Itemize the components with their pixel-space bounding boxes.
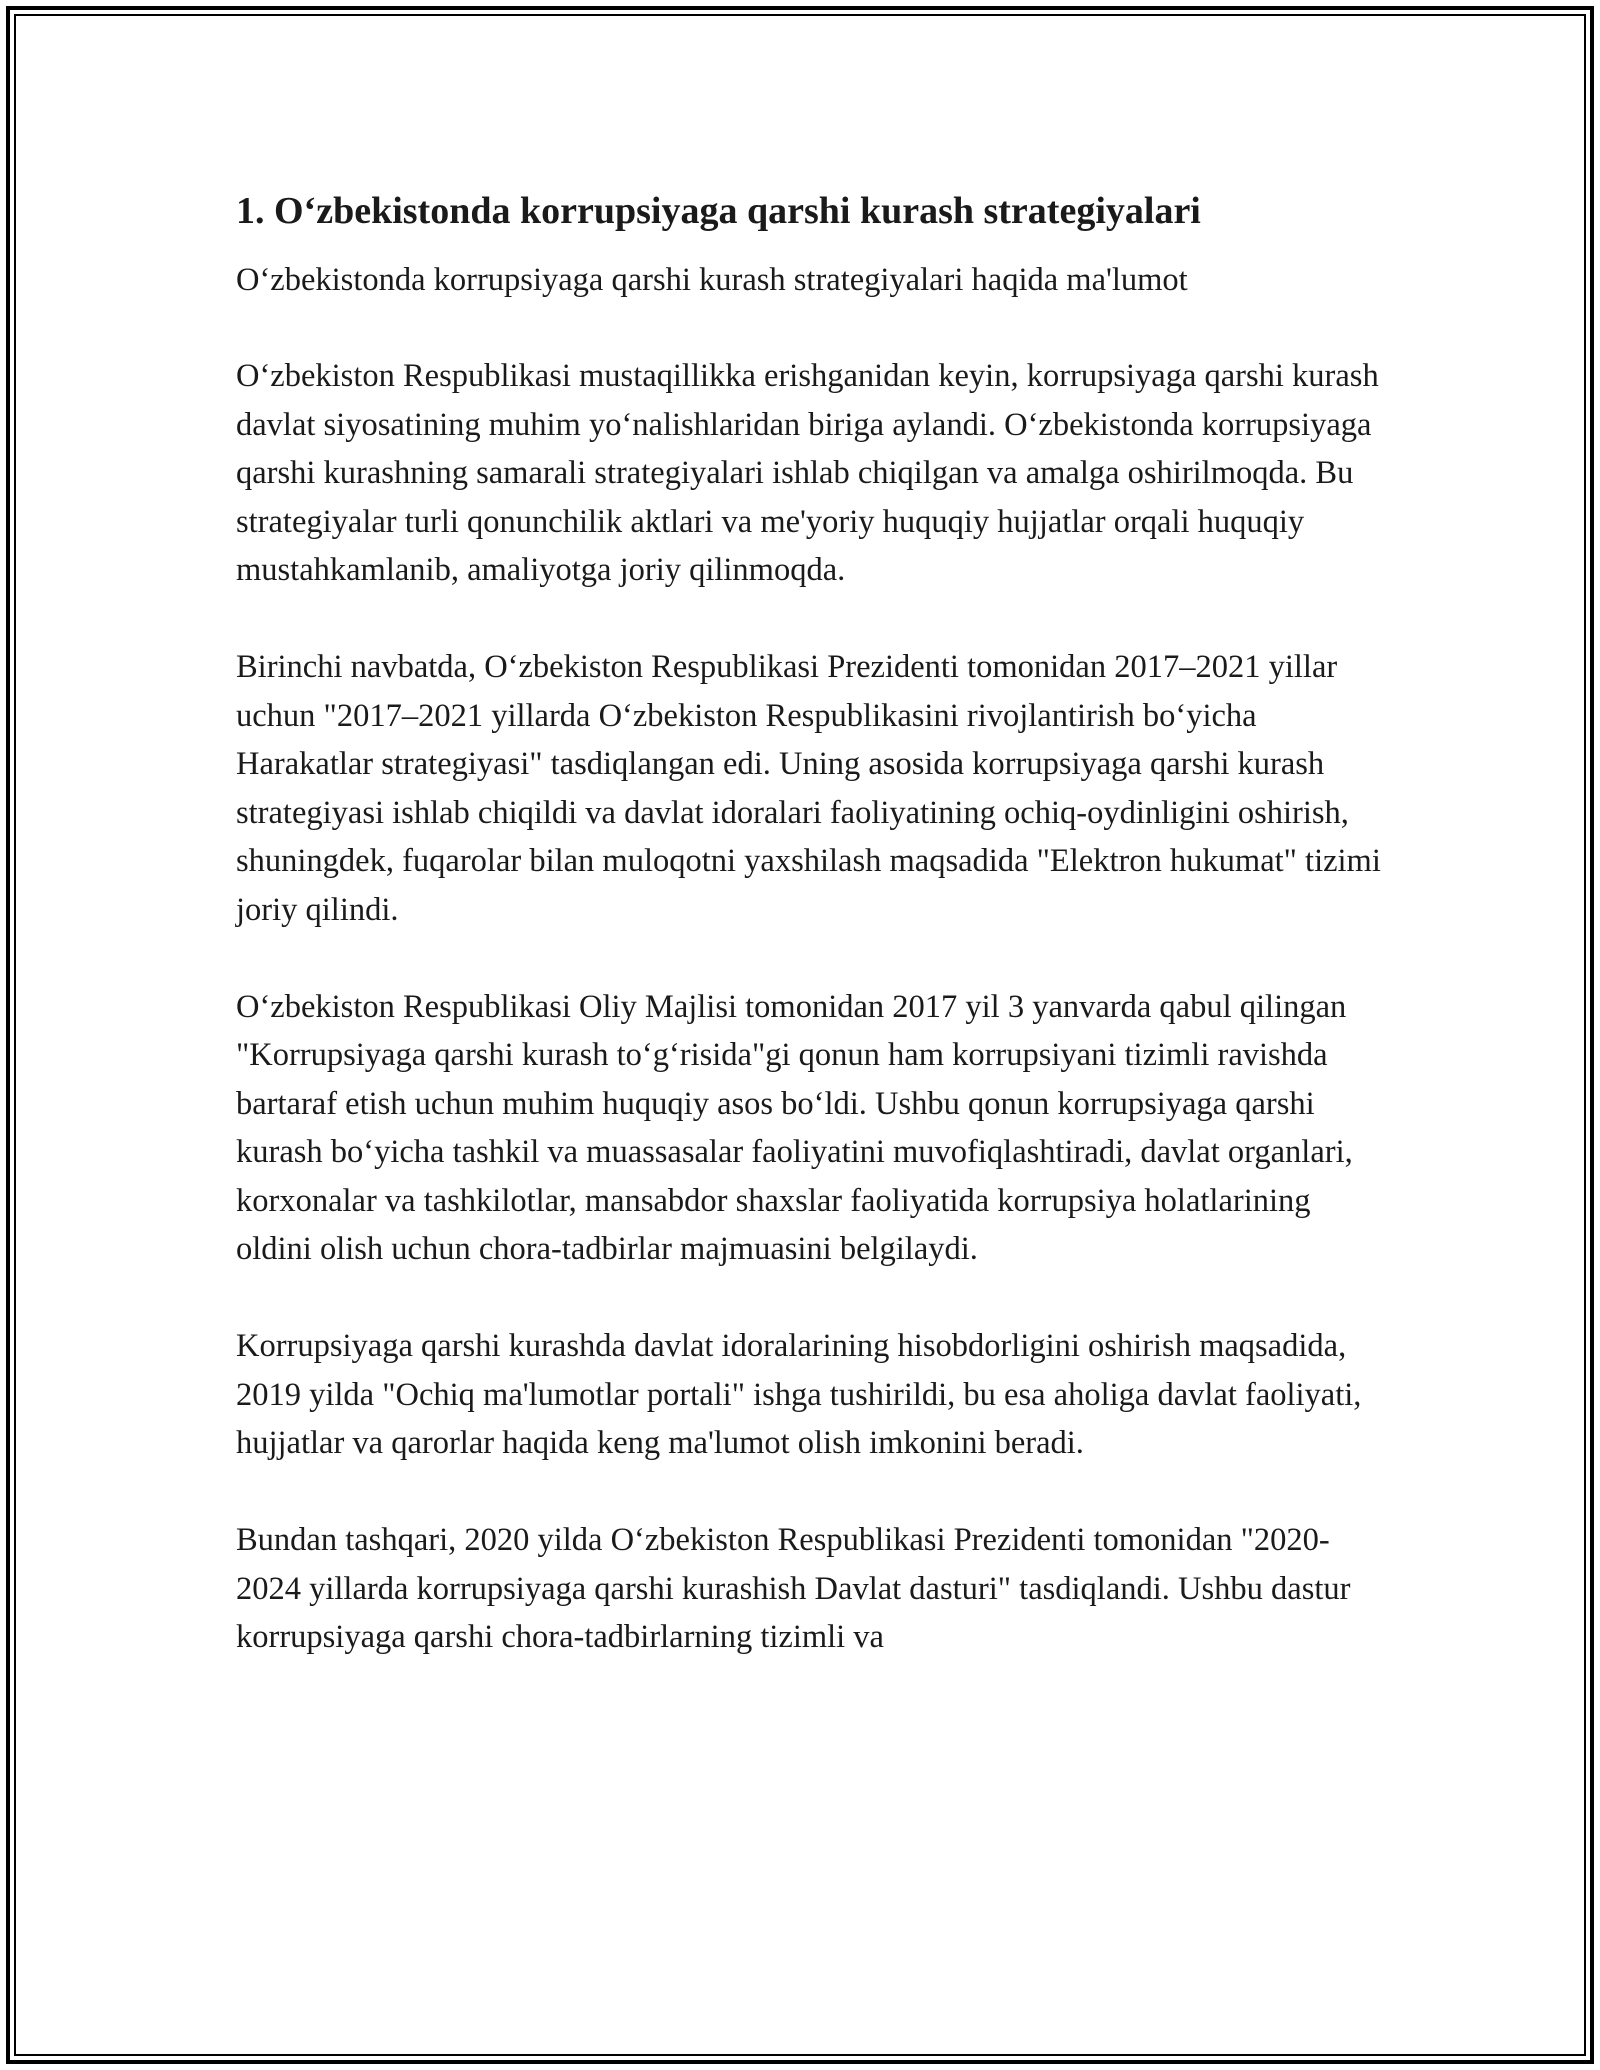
paragraph-open-data-portal: Korrupsiyaga qarshi kurashda davlat idoralarining hisobdorligini oshirish maqsadida, 2019 yilda "Ochiq ma'lumotlar portali" ishga tushirildi, bu esa aholiga davlat faoliyati, hujjatlar va qarorlar haqida keng ma'lumot olish imkonini beradi. <box>236 1328 1362 1461</box>
section-heading: 1. O‘zbekistonda korrupsiyaga qarshi kurash strategiyalari <box>236 190 1201 232</box>
document-body <box>236 186 1386 1710</box>
paragraph-independence: O‘zbekiston Respublikasi mustaqillikka erishganidan keyin, korrupsiyaga qarshi kurash davlat siyosatining muhim yo‘nalishlaridan biriga aylandi. O‘zbekistonda korrupsiyaga qarshi kurashning samarali strategiyalari ishlab chiqilgan va amalga oshirilmoqda. Bu strategiyalar turli qonunchilik aktlari va me'yoriy huquqiy hujjatlar orqali huquqiy mustahkamlanib, amaliyotga joriy qilinmoqda. <box>236 358 1379 588</box>
paragraph-state-program: Bundan tashqari, 2020 yilda O‘zbekiston Respublikasi Prezidenti tomonidan "2020-2024 yillarda korrupsiyaga qarshi kurashish Davlat dasturi" tasdiqlandi. Ushbu dastur korrupsiyaga qarshi chora-tadbirlarning tizimli va <box>236 1522 1351 1655</box>
section-subtitle: O‘zbekistonda korrupsiyaga qarshi kurash strategiyalari haqida ma'lumot <box>236 262 1188 298</box>
paragraph-action-strategy: Birinchi navbatda, O‘zbekiston Respublikasi Prezidenti tomonidan 2017–2021 yillar uchun "2017–2021 yillarda O‘zbekiston Respublikasini rivojlantirish bo‘yicha Harakatlar strategiyasi" tasdiqlangan edi. Uning asosida korrupsiyaga qarshi kurash strategiyasi ishlab chiqildi va davlat idoralari faoliyatining ochiq-oydinligini oshirish, shuningdek, fuqarolar bilan muloqotni yaxshilash maqsadida "Elektron hukumat" tizimi joriy qilindi. <box>236 649 1381 928</box>
paragraph-anticorruption-law: O‘zbekiston Respublikasi Oliy Majlisi tomonidan 2017 yil 3 yanvarda qabul qilingan "Korrupsiyaga qarshi kurash to‘g‘risida"gi qonun ham korrupsiyani tizimli ravishda bartaraf etish uchun muhim huquqiy asos bo‘ldi. Ushbu qonun korrupsiyaga qarshi kurash bo‘yicha tashkil va muassasalar faoliyatini muvofiqlashtiradi, davlat organlari, korxonalar va tashkilotlar, mansabdor shaxslar faoliyatida korrupsiya holatlarining oldini olish uchun chora-tadbirlar majmuasini belgilaydi. <box>236 988 1353 1267</box>
